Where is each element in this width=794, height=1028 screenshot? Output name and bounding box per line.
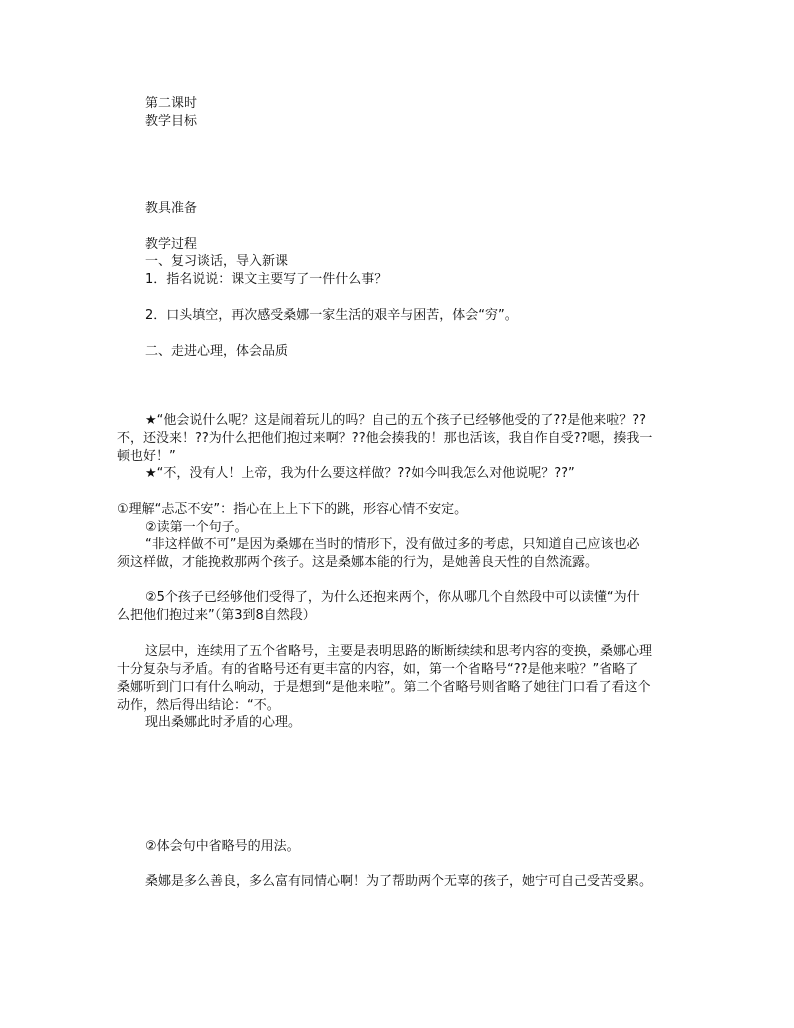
point1-text: ①理解“忐忑不安”：指心在上上下下的跳，形容心情不安定。 [117,502,468,517]
point4-text: ②体会句中省略号的用法。 [145,839,300,854]
para2-line4: 动作，然后得出结论：“不。 [117,698,280,713]
item1-text: 1．指名说说：课文主要写了一件什么事？ [145,272,388,287]
para2-line1: 这层中，连续用了五个省略号，主要是表明思路的断断续续和思考内容的变换，桑娜心理 [145,644,653,659]
para1-line1: “非这样做不可”是因为桑娜在当时的情形下，没有做过多的考虑，只知道自己应该也必 [145,537,640,552]
quote1-line1: ★“他会说什么呢？这是闹着玩儿的吗？自己的五个孩子已经够他受的了??是他来啦？?? [145,413,646,428]
point3-line2: 么把他们抱过来”（第3到8自然段） [117,608,316,623]
point3-line1: ②5个孩子已经够他们受得了，为什么还抱来两个，你从哪几个自然段中可以读懂“为什 [145,590,640,605]
process-heading: 教学过程 [145,237,198,252]
item2-text: 2．口头填空，再次感受桑娜一家生活的艰辛与困苦，体会“穷”。 [145,308,518,323]
section1-heading: 一、复习谈话，导入新课 [145,254,289,269]
objectives-heading: 教学目标 [145,114,198,129]
materials-heading: 教具准备 [145,201,198,216]
para1-line2: 须这样做，才能挽救那两个孩子。这是桑娜本能的行为，是她善良天性的自然流露。 [117,555,599,570]
point2-text: ②读第一个句子。 [145,520,248,535]
para2-line3: 桑娜听到门口有什么响动，于是想到“是他来啦”。第二个省略号则省略了她往门口看了看这个 [117,680,651,695]
section2-heading: 二、走进心理，体会品质 [145,344,289,359]
quote2-text: ★“不，没有人！上帝，我为什么要这样做？??如今叫我怎么对他说呢？??” [145,466,575,481]
quote1-line2: 不，还没来！??为什么把他们抱过来啊？??他会揍我的！那也活该，我自作自受??嗯，揍我一 [117,431,653,446]
lesson-title: 第二课时 [145,96,198,111]
conclusion-text: 桑娜是多么善良，多么富有同情心啊！为了帮助两个无辜的孩子，她宁可自己受苦受累。 [145,874,653,889]
para2-line5: 现出桑娜此时矛盾的心理。 [145,715,302,730]
quote1-line3: 顿也好！” [117,449,176,464]
para2-line2: 十分复杂与矛盾。有的省略号还有更丰富的内容，如，第一个省略号“??是他来啦？”省略了 [117,662,639,677]
